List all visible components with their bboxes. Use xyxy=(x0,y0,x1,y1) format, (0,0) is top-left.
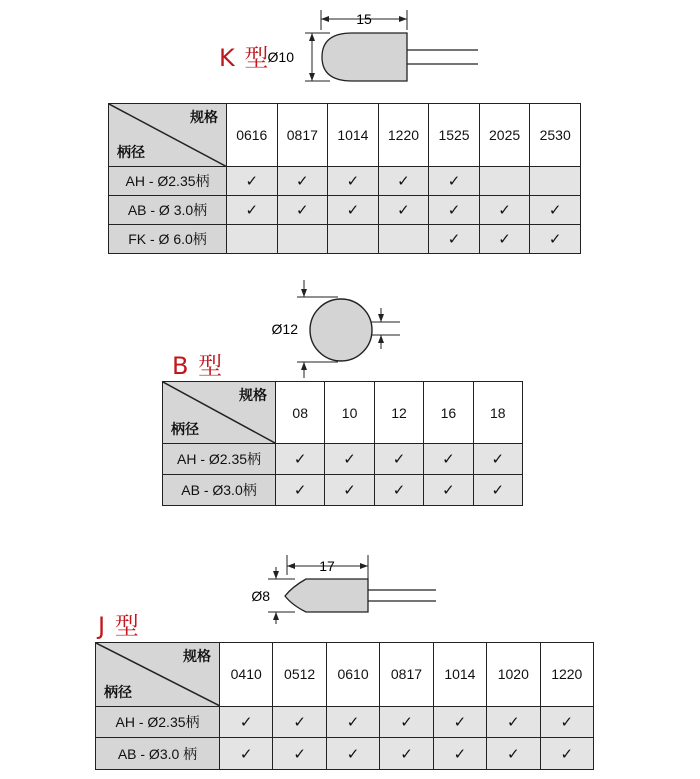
j-col-header: 1014 xyxy=(433,643,486,707)
checkmark-icon: ✓ xyxy=(447,201,461,220)
checkmark-icon: ✓ xyxy=(491,450,505,468)
j-table-cell xyxy=(326,706,379,738)
b-col-header: 10 xyxy=(325,382,374,444)
k-col-header: 2025 xyxy=(479,104,530,167)
b-col-header: 16 xyxy=(424,382,473,444)
b-col-header: 12 xyxy=(374,382,423,444)
j-table-cell xyxy=(540,706,593,738)
j-table-cell xyxy=(540,738,593,770)
j-corner-cell xyxy=(96,643,220,707)
checkmark-icon: ✓ xyxy=(507,744,520,763)
j-table-cell xyxy=(220,738,273,770)
checkmark-icon: ✓ xyxy=(453,712,467,731)
b-col-header: 08 xyxy=(276,382,325,444)
checkmark-icon: ✓ xyxy=(293,450,307,468)
b-diameter-label: Ø12 xyxy=(271,321,298,337)
j-col-header: 1020 xyxy=(487,643,540,707)
checkmark-icon: ✓ xyxy=(392,481,406,499)
k-diameter-label: Ø10 xyxy=(267,49,294,65)
k-col-header: 0616 xyxy=(227,104,278,167)
j-type-title: J 型 xyxy=(98,612,140,640)
k-row-label: FK - Ø 6.0柄 xyxy=(109,225,227,254)
j-table-row xyxy=(96,738,594,770)
j-diameter-label: Ø8 xyxy=(251,588,270,604)
b-row-label: AH - Ø2.35柄 xyxy=(163,444,276,475)
k-col-header: 2530 xyxy=(530,104,581,167)
checkmark-icon: ✓ xyxy=(293,481,307,499)
j-table-cell xyxy=(326,738,379,770)
k-col-header: 0817 xyxy=(277,104,328,167)
b-corner-spec: 规格 xyxy=(239,387,267,403)
j-table-cell xyxy=(487,706,540,738)
checkmark-icon: ✓ xyxy=(498,201,511,220)
k-row-label: AB - Ø 3.0柄 xyxy=(109,196,227,225)
checkmark-icon: ✓ xyxy=(293,712,306,731)
checkmark-icon: ✓ xyxy=(507,712,520,731)
j-corner-shank: 柄径 xyxy=(104,683,132,700)
j-col-header: 1220 xyxy=(540,643,593,707)
checkmark-icon: ✓ xyxy=(400,744,413,763)
b-row-label: AB - Ø3.0柄 xyxy=(163,475,276,506)
j-table-cell xyxy=(380,738,433,770)
j-row-label: AB - Ø3.0 柄 xyxy=(96,738,220,770)
checkmark-icon: ✓ xyxy=(346,712,360,731)
checkmark-icon: ✓ xyxy=(392,450,406,468)
checkmark-icon: ✓ xyxy=(296,172,309,191)
checkmark-icon: ✓ xyxy=(245,172,259,191)
checkmark-icon: ✓ xyxy=(400,712,413,731)
j-col-header: 0410 xyxy=(220,643,273,707)
checkmark-icon: ✓ xyxy=(239,744,253,763)
j-length-label: 17 xyxy=(319,558,335,574)
checkmark-icon: ✓ xyxy=(560,744,574,763)
checkmark-icon: ✓ xyxy=(548,230,562,249)
checkmark-icon: ✓ xyxy=(346,172,360,191)
checkmark-icon: ✓ xyxy=(442,450,455,468)
k-corner-shank: 柄径 xyxy=(117,144,145,161)
j-header-row xyxy=(96,643,594,707)
checkmark-icon: ✓ xyxy=(296,201,309,220)
checkmark-icon: ✓ xyxy=(239,712,253,731)
checkmark-icon: ✓ xyxy=(346,201,360,220)
checkmark-icon: ✓ xyxy=(548,201,562,220)
checkmark-icon: ✓ xyxy=(447,230,461,249)
checkmark-icon: ✓ xyxy=(343,450,356,468)
k-length-label: 15 xyxy=(356,11,372,27)
checkmark-icon: ✓ xyxy=(343,481,356,499)
j-table-cell xyxy=(220,706,273,738)
j-table-cell xyxy=(273,706,326,738)
checkmark-icon: ✓ xyxy=(491,481,505,499)
j-table-row xyxy=(96,706,594,738)
j-spec-table xyxy=(95,642,594,770)
k-col-header: 1014 xyxy=(328,104,379,167)
checkmark-icon: ✓ xyxy=(447,172,461,191)
j-col-header: 0610 xyxy=(326,643,379,707)
j-col-header: 0817 xyxy=(380,643,433,707)
checkmark-icon: ✓ xyxy=(442,481,455,499)
b-type-title: B 型 xyxy=(172,352,224,380)
checkmark-icon: ✓ xyxy=(397,172,410,191)
checkmark-icon: ✓ xyxy=(560,712,574,731)
j-row-label: AH - Ø2.35柄 xyxy=(96,706,220,738)
k-col-header: 1525 xyxy=(429,104,480,167)
j-table-cell xyxy=(273,738,326,770)
j-col-header: 0512 xyxy=(273,643,326,707)
b-corner-shank: 柄径 xyxy=(171,421,199,437)
k-row-label: AH - Ø2.35柄 xyxy=(109,167,227,196)
checkmark-icon: ✓ xyxy=(346,744,360,763)
checkmark-icon: ✓ xyxy=(293,744,306,763)
k-col-header: 1220 xyxy=(378,104,429,167)
checkmark-icon: ✓ xyxy=(453,744,467,763)
k-type-title: K 型 xyxy=(219,44,270,72)
j-corner-spec: 规格 xyxy=(183,648,211,664)
j-table-cell xyxy=(487,738,540,770)
checkmark-icon: ✓ xyxy=(498,230,511,249)
k-corner-spec: 规格 xyxy=(190,109,218,125)
j-table-cell xyxy=(433,706,486,738)
b-col-header: 18 xyxy=(473,382,522,444)
checkmark-icon: ✓ xyxy=(245,201,259,220)
checkmark-icon: ✓ xyxy=(397,201,410,220)
j-table-cell xyxy=(433,738,486,770)
j-table-cell xyxy=(380,706,433,738)
